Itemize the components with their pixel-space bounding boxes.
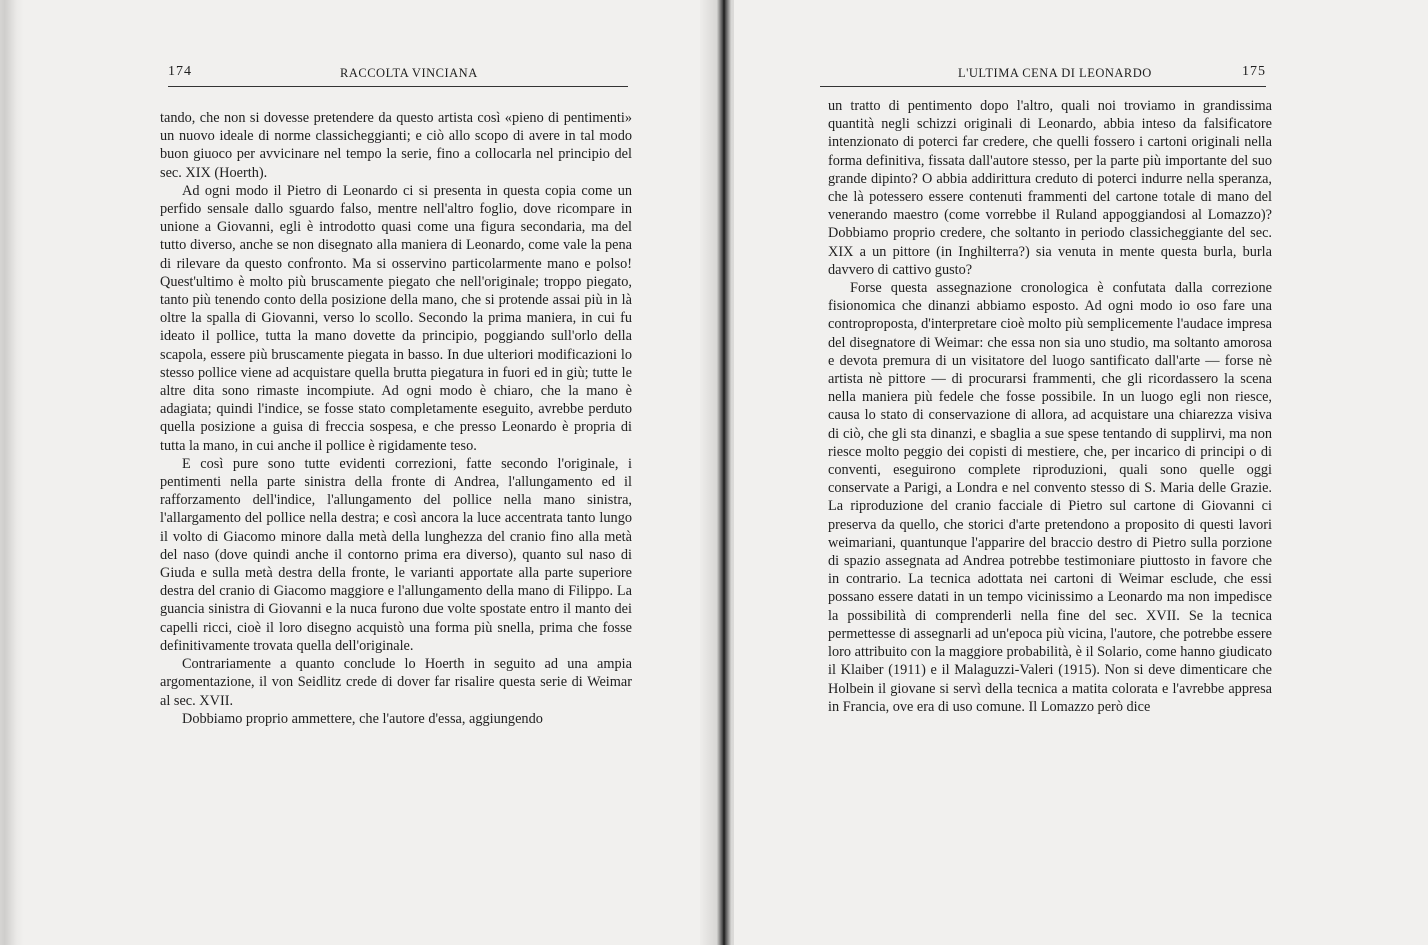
page-edge [0,0,24,945]
right-page [734,0,1428,945]
running-title: RACCOLTA VINCIANA [340,66,478,80]
paragraph: Contrariamente a quanto conclude lo Hoerth in seguito ad una ampia argomentazione, il von Seidlitz crede di dover far risalire questa serie di Weimar al sec. XVII. [160,656,632,709]
running-title: L'ULTIMA CENA DI LEONARDO [958,66,1152,80]
right-page-header [820,66,1266,87]
paragraph: un tratto di pentimento dopo l'altro, quali noi troviamo in grandissima quantità negli schizzi originali di Leonardo, abbia inteso da falsificatore intenzionato di poterci far credere, che quelli fossero i cartoni originali nella forma definitiva, fissata dall'autore stesso, per la parte più importante del suo grande dipinto? O abbia addirittura creduto di poterci indurre nella speranza, che là potessero essere contenuti frammenti del cartone totale di mano del venerando maestro (come vorrebbe il Ruland appoggiandosi al Lomazzo)? Dobbiamo proprio credere, che soltanto in periodo classicheggiante del sec. XIX a un pittore (in Inghilterra?) sia venuta in mente questa burla, burla davvero di cattivo gusto? [828,98,1272,278]
paragraph: tando, che non si dovesse pretendere da questo artista così «pieno di pentimenti» un nuovo ideale di norme classicheggianti; e ciò allo scopo di avere in tal modo buon giuoco per avvicinare nel tempo la serie, fino a collocarla nel principio del sec. XIX (Hoerth). [160,110,632,181]
page-number: 174 [168,64,192,79]
paragraph: Dobbiamo proprio ammettere, che l'autore d'essa, aggiungendo [182,710,543,727]
right-page-body [828,97,1272,716]
paragraph: E così pure sono tutte evidenti correzioni, fatte secondo l'originale, i pentimenti nella parte sinistra della fronte di Andrea, l'allungamento ed il rafforzamento dell'indice, l'allungamento del pollice nella mano sinistra, l'allargamento del pollice nella destra; e così ancora la luce accentrata tanto lungo il volto di Giacomo minore dalla metà della lunghezza del cranio fino alla metà del naso (dove quindi anche il contorno prima era diverso), quanto sul naso di Giuda e sulla metà destra della fronte, le varianti apportate alla parte superiore destra del cranio di Giacomo maggiore e l'allungamento della mano di Filippo. La guancia sinistra di Giovanni e la nuca furono due volte spostate entro il manto dei capelli ricci, cioè il loro disegno acquistò una forma più snella, prima che fosse definitivamente trovata quella dell'originale. [160,455,632,654]
left-page-header [168,66,628,87]
page-number: 175 [1242,64,1266,79]
paragraph: Forse questa assegnazione cronologica è confutata dalla correzione fisionomica che dinanzi abbiamo esposto. Ad ogni modo io oso fare una controproposta, d'interpretare cioè molto più semplicemente l'audace impresa del disegnatore di Weimar: che essa non sia uno studio, ma soltanto amorosa e devota premura di un visitatore del luogo santificato dall'arte — forse nè artista nè pittore — di procurarsi frammenti, che gli ricordassero la scena nella maniera più fedele che fosse possibile. In un luogo egli non riesce, causa lo stato di conservazione di allora, ad acquistare una chiarezza visiva di ciò, che gli sta dinanzi, e sbaglia a sue spese tentando di supplirvi, ma non riesce molto peggio dei copisti di mestiere, che, per incarico di principi o di conventi, eseguirono complete riproduzioni, quali sono quelle oggi conservate a Parigi, a Londra e nel convento stesso di S. Maria delle Grazie. La riproduzione del cranio facciale di Pietro sul cartone di Giovanni ci preserva da quello, che storici d'arte pretendono a proposito di questi lavori weimariani, quantunque l'apparire del braccio destro di Pietro sulla porzione di spazio assegnata ad Andrea potrebbe testimoniare piuttosto in favore che in contrario. La tecnica adottata nei cartoni di Weimar esclude, che essi possano essere datati in un tempo vicinissimo a Leonardo ma non impedisce la possibilità di comprenderli nella fine del sec. XVII. Se la tecnica permettesse di assegnarli ad un'epoca più vicina, l'autore, che potrebbe essere loro attribuito con la maggiore probabilità, è il Solario, come hanno giudicato il Klaiber (1911) e il Malaguzzi-Valeri (1915). Non si deve dimenticare che Holbein il giovane si servì della tecnica a matita colorata e l'avrebbe appresa in Francia, ove era di uso comune. Il Lomazzo però dice [828,280,1272,715]
paragraph: Ad ogni modo il Pietro di Leonardo ci si presenta in questa copia come un perfido sensale dallo sguardo falso, mentre nell'altro foglio, dove ricompare in unione a Giovanni, egli è introdotto quasi come una figura secondaria, ma del tutto diverso, anche se non disegnato alla maniera di Leonardo, come vale la pena di rilevare da questo confronto. Ma si osservino particolarmente mano e polso! Quest'ultimo è molto più bruscamente piegato che nell'originale; troppo piegato, tanto più tenendo conto della posizione della mano, che si protende assai più in là oltre la spalla di Giovanni, verso lo scollo. Secondo la prima maniera, in cui fu ideato il pollice, tutta la mano dovette da principio, poggiando sull'orlo della scapola, essere più bruscamente piegata in basso. In due ulteriori modificazioni lo stesso pollice viene ad acquistare quella brutta piegatura in fuori ed in giù; tutte le altre dita sono rimaste incompiute. Ad ogni modo è chiaro, che la mano è adagiata; quindi l'indice, se fosse stato completamente eseguito, avrebbe perduto quella posizione a guisa di freccia sospesa, e che presso Leonardo è propria di tutta la mano, in cui anche il pollice è rigidamente teso. [160,182,632,454]
left-page-body [160,109,632,728]
